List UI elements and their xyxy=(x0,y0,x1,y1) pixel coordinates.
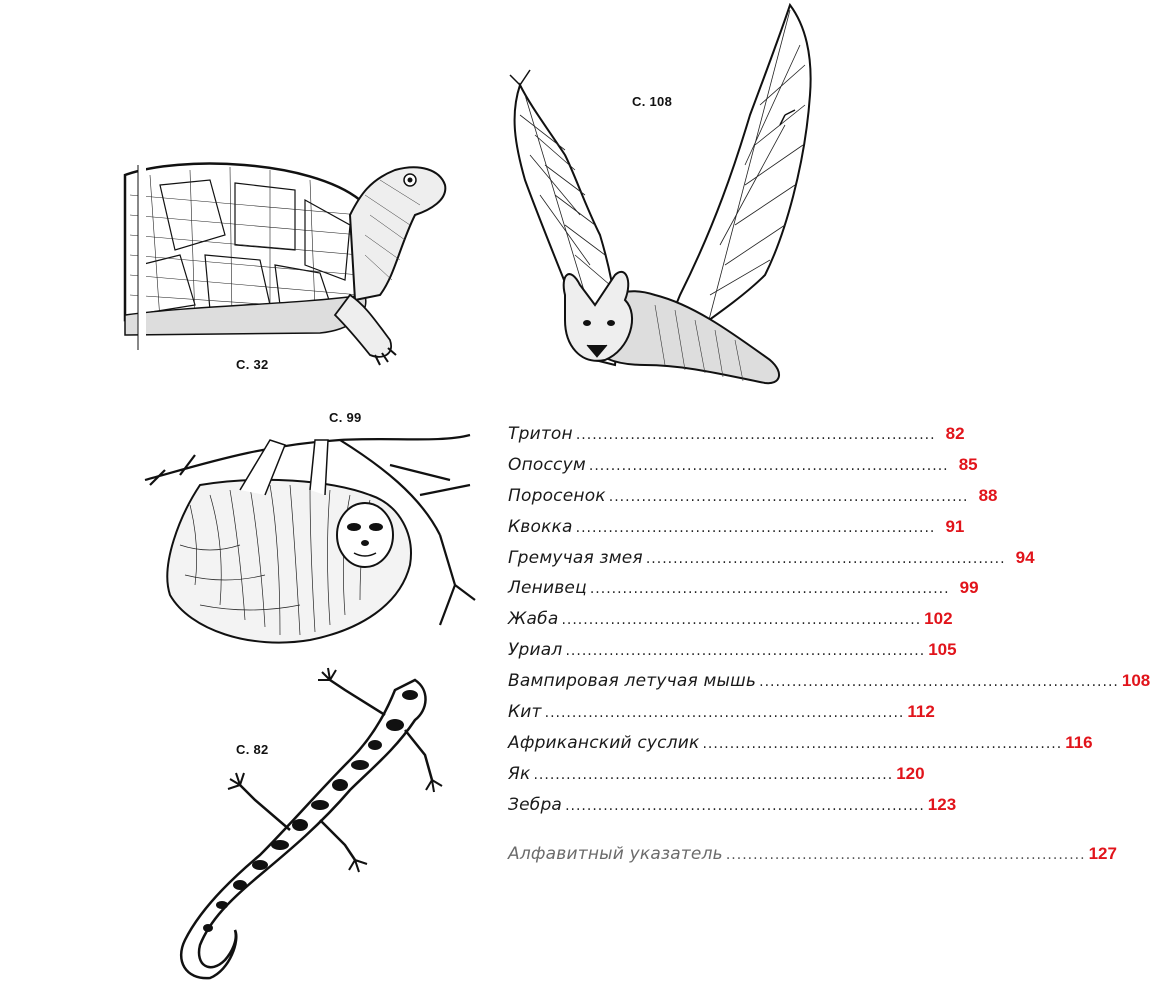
toc-entry-title: Опоссум xyxy=(508,454,586,475)
toc-leader-dots: .................................................................. xyxy=(702,735,1063,752)
toc-index-title: Алфавитный указатель xyxy=(508,843,723,864)
toc-entry-title: Кит xyxy=(508,702,542,723)
toc-entry[interactable] xyxy=(508,794,957,826)
toc-leader-dots: .................................................................. xyxy=(608,488,969,505)
toc-page-number: 123 xyxy=(927,794,957,814)
toc-entry-title: Уриал xyxy=(508,640,563,661)
toc-page-number: 82 xyxy=(945,424,965,443)
toc-entry-title: Поросенок xyxy=(508,485,606,506)
toc-leader-dots: .................................................................. xyxy=(533,766,894,783)
toc-entry-title: Африканский суслик xyxy=(508,732,700,753)
table-of-contents xyxy=(508,424,1150,874)
toc-leader-dots: .................................................................. xyxy=(544,705,905,722)
toc-leader-dots: .................................................................. xyxy=(759,674,1119,691)
toc-leader-dots: .................................................................. xyxy=(575,427,936,443)
toc-entry-title: Ленивец xyxy=(508,578,587,599)
toc-page-number: 99 xyxy=(959,578,979,598)
bat-caption: С. 108 xyxy=(632,94,673,109)
toc-entry-title: Зебра xyxy=(508,794,563,815)
toc-entry-title: Квокка xyxy=(508,516,573,537)
sloth-illustration xyxy=(140,425,480,660)
toc-entry[interactable] xyxy=(508,609,953,640)
toc-entry[interactable] xyxy=(508,485,998,517)
toc-entry[interactable] xyxy=(508,547,1035,579)
newt-caption: С. 82 xyxy=(236,742,269,757)
toc-entry[interactable] xyxy=(508,640,957,671)
toc-entry[interactable] xyxy=(508,516,965,548)
toc-leader-dots: .................................................................. xyxy=(565,797,925,814)
toc-index-page-number: 127 xyxy=(1088,843,1117,863)
toc-page-number: 116 xyxy=(1065,732,1093,752)
toc-page-number: 91 xyxy=(945,516,965,536)
toc-entry-title: Гремучая змея xyxy=(508,547,643,568)
toc-leader-dots: .................................................................. xyxy=(725,846,1086,863)
toc-entry[interactable] xyxy=(508,702,935,733)
turtle-caption: С. 32 xyxy=(236,357,269,372)
toc-page-number: 85 xyxy=(958,454,978,474)
bat-illustration xyxy=(505,5,835,400)
toc-entry[interactable] xyxy=(508,732,1093,764)
sloth-caption: С. 99 xyxy=(329,410,362,425)
toc-entry-title: Вампировая летучая мышь xyxy=(508,671,757,692)
toc-leader-dots: .................................................................. xyxy=(561,612,922,629)
toc-leader-dots: .................................................................. xyxy=(565,643,926,660)
toc-entry-title: Жаба xyxy=(508,609,559,630)
toc-page-number: 120 xyxy=(896,763,925,783)
toc-leader-dots: .................................................................. xyxy=(645,550,1006,567)
newt-illustration xyxy=(170,660,450,985)
toc-entry[interactable] xyxy=(508,763,925,795)
toc-page-number: 105 xyxy=(928,640,957,660)
toc-leader-dots: .................................................................. xyxy=(575,519,936,536)
toc-entry[interactable] xyxy=(508,424,965,455)
toc-entry-title: Тритон xyxy=(508,424,573,444)
toc-entry[interactable] xyxy=(508,454,978,486)
toc-page-number: 88 xyxy=(978,485,998,505)
toc-page-number: 108 xyxy=(1121,671,1150,691)
toc-page-number: 94 xyxy=(1015,547,1035,567)
toc-leader-dots: .................................................................. xyxy=(588,457,949,474)
toc-entry-title: Як xyxy=(508,763,531,784)
toc-entry[interactable] xyxy=(508,578,979,609)
turtle-illustration xyxy=(120,155,460,380)
toc-entry[interactable] xyxy=(508,671,1150,702)
toc-page-number: 112 xyxy=(907,702,935,722)
toc-page-number: 102 xyxy=(924,609,953,629)
toc-leader-dots: .................................................................. xyxy=(589,581,950,598)
toc-index-entry[interactable] xyxy=(508,843,1117,875)
